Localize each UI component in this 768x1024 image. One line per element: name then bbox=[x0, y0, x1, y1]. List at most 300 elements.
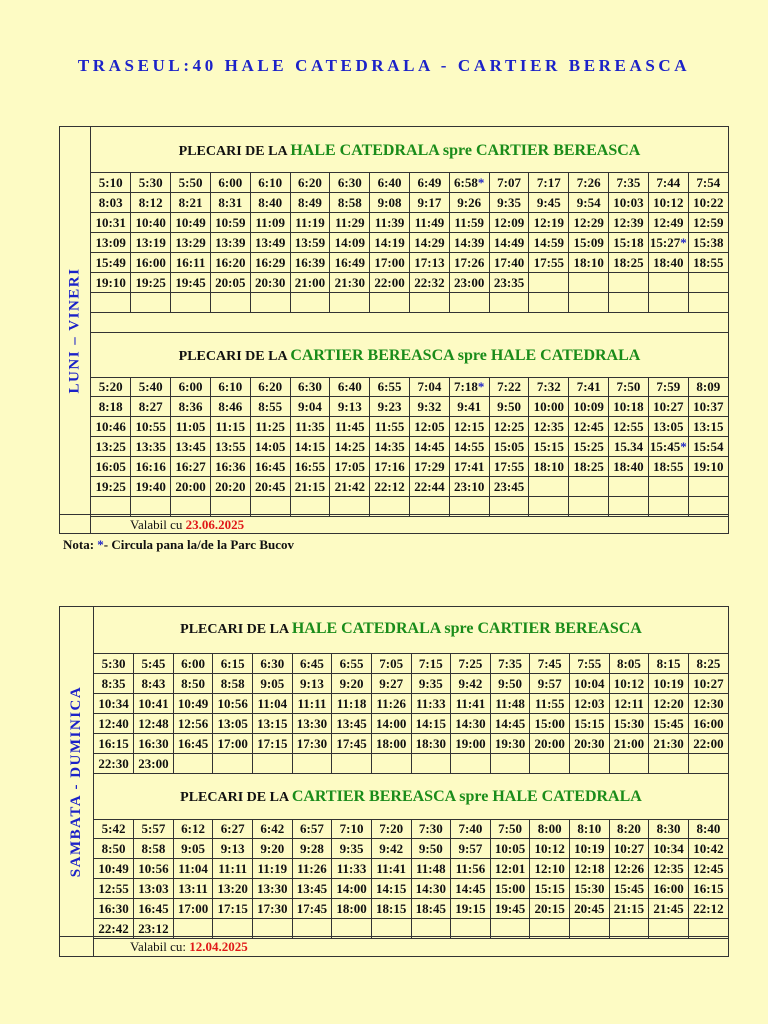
time-cell bbox=[213, 754, 253, 774]
time-cell: 13:05 bbox=[213, 714, 253, 734]
time-cell: 13:15 bbox=[253, 714, 293, 734]
time-cell: 9:20 bbox=[332, 674, 372, 694]
time-cell: 16:45 bbox=[134, 899, 174, 919]
time-cell: 19:10 bbox=[688, 457, 728, 477]
time-cell: 12:55 bbox=[609, 417, 649, 437]
time-cell: 8:30 bbox=[649, 819, 689, 839]
time-cell: 8:12 bbox=[131, 193, 171, 213]
time-cell: 9:26 bbox=[449, 193, 489, 213]
time-cell: 12:45 bbox=[688, 859, 728, 879]
time-cell: 16:39 bbox=[290, 253, 330, 273]
table-row bbox=[94, 819, 728, 839]
time-cell: 11:09 bbox=[250, 213, 290, 233]
time-cell: 14:09 bbox=[330, 233, 370, 253]
time-cell: 7:22 bbox=[489, 377, 529, 397]
time-cell: 21:45 bbox=[649, 899, 689, 919]
time-cell: 9:57 bbox=[530, 674, 570, 694]
time-cell: 12:25 bbox=[489, 417, 529, 437]
time-cell: 11:35 bbox=[290, 417, 330, 437]
time-cell: 11:26 bbox=[292, 859, 332, 879]
time-cell: 7:35 bbox=[490, 654, 530, 674]
time-cell: 11:55 bbox=[530, 694, 570, 714]
table-row bbox=[94, 754, 728, 774]
time-cell bbox=[91, 293, 131, 313]
time-cell: 10:34 bbox=[649, 839, 689, 859]
time-cell: 12:40 bbox=[94, 714, 134, 734]
time-cell: 12:55 bbox=[94, 879, 134, 899]
time-cell: 10:41 bbox=[134, 694, 174, 714]
time-cell: 8:49 bbox=[290, 193, 330, 213]
time-cell: 15:25 bbox=[569, 437, 609, 457]
time-cell: 17:15 bbox=[213, 899, 253, 919]
weekday-valid-row: Valabil cu 23.06.2025 bbox=[60, 514, 728, 535]
time-cell: 10:27 bbox=[688, 674, 728, 694]
time-cell: 6:00 bbox=[210, 173, 250, 193]
table-row bbox=[91, 477, 728, 497]
time-cell: 14:49 bbox=[489, 233, 529, 253]
time-cell: 8:27 bbox=[131, 397, 171, 417]
time-cell: 10:22 bbox=[688, 193, 728, 213]
weekend-outbound-table bbox=[94, 654, 728, 774]
time-cell: 20:45 bbox=[570, 899, 610, 919]
time-cell: 19:45 bbox=[171, 273, 211, 293]
time-cell: 11:11 bbox=[292, 694, 332, 714]
time-cell: 14:59 bbox=[529, 233, 569, 253]
time-cell: 17:41 bbox=[449, 457, 489, 477]
time-cell: 12:20 bbox=[649, 694, 689, 714]
time-cell: 23:00 bbox=[134, 754, 174, 774]
time-cell: 11:05 bbox=[171, 417, 211, 437]
time-cell: 14:55 bbox=[449, 437, 489, 457]
time-cell bbox=[609, 273, 649, 293]
time-cell: 10:55 bbox=[131, 417, 171, 437]
time-cell bbox=[490, 754, 530, 774]
time-cell: 6:40 bbox=[370, 173, 410, 193]
time-cell bbox=[648, 273, 688, 293]
time-cell: 7:17 bbox=[529, 173, 569, 193]
time-cell: 16:45 bbox=[250, 457, 290, 477]
time-cell: 11:04 bbox=[173, 859, 213, 879]
time-cell: 11:29 bbox=[330, 213, 370, 233]
time-cell: 7:30 bbox=[411, 819, 451, 839]
time-cell: 7:50 bbox=[609, 377, 649, 397]
time-cell: 14:19 bbox=[370, 233, 410, 253]
time-cell: 9:41 bbox=[449, 397, 489, 417]
time-cell bbox=[131, 293, 171, 313]
time-cell bbox=[371, 754, 411, 774]
route-title: TRASEUL:40 HALE CATEDRALA - CARTIER BEREASCA bbox=[77, 56, 691, 75]
time-cell: 12:59 bbox=[688, 213, 728, 233]
time-cell: 16:15 bbox=[688, 879, 728, 899]
time-cell: 9:50 bbox=[489, 397, 529, 417]
time-cell: 16:55 bbox=[290, 457, 330, 477]
time-cell bbox=[648, 293, 688, 313]
weekend-side-label bbox=[60, 607, 94, 956]
time-cell: 10:42 bbox=[688, 839, 728, 859]
time-cell: 10:18 bbox=[609, 397, 649, 417]
weekend-header-outbound: PLECARI DE LA HALE CATEDRALA spre CARTIER BEREASCA bbox=[94, 607, 728, 654]
time-cell: 7:05 bbox=[371, 654, 411, 674]
time-cell: 15:05 bbox=[489, 437, 529, 457]
weekday-outbound-table bbox=[91, 173, 728, 313]
weekday-label-text: LUNI – VINERI bbox=[66, 267, 83, 393]
time-cell: 11:18 bbox=[332, 694, 372, 714]
time-cell: 15:30 bbox=[609, 714, 649, 734]
time-cell: 8:00 bbox=[530, 819, 570, 839]
time-cell bbox=[292, 754, 332, 774]
time-cell: 21:30 bbox=[649, 734, 689, 754]
table-row bbox=[94, 714, 728, 734]
time-cell: 16:49 bbox=[330, 253, 370, 273]
time-cell: 8:50 bbox=[173, 674, 213, 694]
time-cell: 16:11 bbox=[171, 253, 211, 273]
time-cell: 10:40 bbox=[131, 213, 171, 233]
time-cell: 7:35 bbox=[609, 173, 649, 193]
time-cell: 17:45 bbox=[292, 899, 332, 919]
time-cell: 9:17 bbox=[410, 193, 450, 213]
time-cell: 14:30 bbox=[451, 714, 491, 734]
time-cell: 12:01 bbox=[490, 859, 530, 879]
table-row bbox=[91, 417, 728, 437]
time-cell: 13:11 bbox=[173, 879, 213, 899]
time-cell: 17:26 bbox=[449, 253, 489, 273]
time-cell: 19:25 bbox=[131, 273, 171, 293]
time-cell: 14:25 bbox=[330, 437, 370, 457]
time-cell: 11:45 bbox=[330, 417, 370, 437]
time-cell: 9:05 bbox=[253, 674, 293, 694]
time-cell: 8:40 bbox=[688, 819, 728, 839]
time-cell: 23:10 bbox=[449, 477, 489, 497]
time-cell: 7:15 bbox=[411, 654, 451, 674]
time-cell: 13:45 bbox=[332, 714, 372, 734]
time-cell: 6:30 bbox=[330, 173, 370, 193]
weekend-inbound-table bbox=[94, 819, 728, 939]
time-cell: 19:00 bbox=[451, 734, 491, 754]
time-cell bbox=[569, 273, 609, 293]
time-cell: 17:00 bbox=[173, 899, 213, 919]
time-cell: 15:45 bbox=[649, 714, 689, 734]
time-cell: 12:18 bbox=[570, 859, 610, 879]
time-cell: 8:31 bbox=[210, 193, 250, 213]
table-row bbox=[94, 734, 728, 754]
time-cell: 12:48 bbox=[134, 714, 174, 734]
time-cell: 16:15 bbox=[94, 734, 134, 754]
time-cell: 10:56 bbox=[213, 694, 253, 714]
time-cell: 21:15 bbox=[609, 899, 649, 919]
weekday-valid-date: 23.06.2025 bbox=[185, 517, 245, 532]
time-cell: 11:39 bbox=[370, 213, 410, 233]
time-cell: 9:32 bbox=[410, 397, 450, 417]
time-cell: 9:35 bbox=[489, 193, 529, 213]
time-cell: 7:07 bbox=[489, 173, 529, 193]
time-cell: 12:30 bbox=[688, 694, 728, 714]
time-cell: 12:03 bbox=[570, 694, 610, 714]
time-cell: 22:42 bbox=[94, 919, 134, 939]
time-cell: 11:55 bbox=[370, 417, 410, 437]
time-cell bbox=[250, 293, 290, 313]
time-cell: 8:50 bbox=[94, 839, 134, 859]
time-cell: 16:29 bbox=[250, 253, 290, 273]
time-cell: 15:38 bbox=[688, 233, 728, 253]
time-cell: 10:05 bbox=[490, 839, 530, 859]
time-cell: 6:10 bbox=[210, 377, 250, 397]
time-cell: 21:15 bbox=[290, 477, 330, 497]
time-cell: 6:12 bbox=[173, 819, 213, 839]
time-cell: 14:45 bbox=[490, 714, 530, 734]
time-cell: 10:03 bbox=[609, 193, 649, 213]
time-cell: 13:09 bbox=[91, 233, 131, 253]
time-cell: 14:30 bbox=[411, 879, 451, 899]
time-cell: 8:05 bbox=[609, 654, 649, 674]
time-cell: 18:30 bbox=[411, 734, 451, 754]
time-cell: 14:00 bbox=[332, 879, 372, 899]
time-cell: 10:12 bbox=[648, 193, 688, 213]
time-cell: 11:19 bbox=[290, 213, 330, 233]
time-cell: 12:09 bbox=[489, 213, 529, 233]
time-cell: 12:26 bbox=[609, 859, 649, 879]
weekday-inbound-table bbox=[91, 377, 728, 517]
time-cell: 12:11 bbox=[609, 694, 649, 714]
time-cell: 17:29 bbox=[410, 457, 450, 477]
time-cell: 11:33 bbox=[411, 694, 451, 714]
time-cell bbox=[411, 754, 451, 774]
time-cell: 7:04 bbox=[410, 377, 450, 397]
time-cell: 9:42 bbox=[371, 839, 411, 859]
time-cell: 11:48 bbox=[490, 694, 530, 714]
table-row bbox=[91, 377, 728, 397]
time-cell: 15:27* bbox=[648, 233, 688, 253]
note: Nota: *- Circula pana la/de la Parc Bucov bbox=[63, 537, 294, 552]
time-cell: 15.34 bbox=[609, 437, 649, 457]
time-cell: 15:00 bbox=[490, 879, 530, 899]
time-cell: 6:27 bbox=[213, 819, 253, 839]
time-cell bbox=[570, 754, 610, 774]
time-cell: 14:15 bbox=[290, 437, 330, 457]
time-cell bbox=[569, 477, 609, 497]
weekend-header-inbound: PLECARI DE LA CARTIER BEREASCA spre HALE CATEDRALA bbox=[94, 773, 728, 820]
time-cell: 18:10 bbox=[569, 253, 609, 273]
time-cell: 6:20 bbox=[290, 173, 330, 193]
time-cell: 6:40 bbox=[330, 377, 370, 397]
time-cell: 22:32 bbox=[410, 273, 450, 293]
time-cell: 13:05 bbox=[648, 417, 688, 437]
weekday-side-label bbox=[60, 127, 91, 533]
time-cell: 13:03 bbox=[134, 879, 174, 899]
time-cell: 10:09 bbox=[569, 397, 609, 417]
time-cell: 15:18 bbox=[609, 233, 649, 253]
time-cell bbox=[530, 754, 570, 774]
time-cell: 6:00 bbox=[173, 654, 213, 674]
time-cell: 18:55 bbox=[688, 253, 728, 273]
table-row bbox=[94, 654, 728, 674]
time-cell: 10:37 bbox=[688, 397, 728, 417]
time-cell: 22:30 bbox=[94, 754, 134, 774]
time-cell bbox=[253, 754, 293, 774]
time-cell bbox=[330, 293, 370, 313]
time-cell: 10:27 bbox=[609, 839, 649, 859]
time-cell: 20:30 bbox=[570, 734, 610, 754]
time-cell: 11:49 bbox=[410, 213, 450, 233]
time-cell: 8:15 bbox=[649, 654, 689, 674]
time-cell: 12:39 bbox=[609, 213, 649, 233]
time-cell bbox=[370, 293, 410, 313]
table-row bbox=[94, 859, 728, 879]
time-cell: 9:05 bbox=[173, 839, 213, 859]
time-cell: 18:10 bbox=[529, 457, 569, 477]
time-cell: 9:50 bbox=[411, 839, 451, 859]
time-cell: 20:00 bbox=[530, 734, 570, 754]
time-cell: 9:20 bbox=[253, 839, 293, 859]
time-cell: 19:15 bbox=[451, 899, 491, 919]
time-cell: 6:45 bbox=[292, 654, 332, 674]
table-row bbox=[91, 253, 728, 273]
time-cell: 19:45 bbox=[490, 899, 530, 919]
time-cell: 22:00 bbox=[688, 734, 728, 754]
time-cell: 18:40 bbox=[609, 457, 649, 477]
time-cell: 9:27 bbox=[371, 674, 411, 694]
time-cell: 18:25 bbox=[569, 457, 609, 477]
time-cell: 11:26 bbox=[371, 694, 411, 714]
time-cell: 6:20 bbox=[250, 377, 290, 397]
time-cell: 8:03 bbox=[91, 193, 131, 213]
time-cell: 6:15 bbox=[213, 654, 253, 674]
time-cell bbox=[171, 293, 211, 313]
time-cell bbox=[410, 293, 450, 313]
time-cell: 18:40 bbox=[648, 253, 688, 273]
time-cell: 15:49 bbox=[91, 253, 131, 273]
time-cell: 12:15 bbox=[449, 417, 489, 437]
time-cell: 15:45 bbox=[609, 879, 649, 899]
time-cell: 11:41 bbox=[451, 694, 491, 714]
table-row bbox=[91, 397, 728, 417]
time-cell: 7:10 bbox=[332, 819, 372, 839]
time-cell: 17:05 bbox=[330, 457, 370, 477]
time-cell: 19:40 bbox=[131, 477, 171, 497]
time-cell: 8:43 bbox=[134, 674, 174, 694]
time-cell: 12:45 bbox=[569, 417, 609, 437]
time-cell: 7:50 bbox=[490, 819, 530, 839]
time-cell: 8:18 bbox=[91, 397, 131, 417]
time-cell: 15:15 bbox=[570, 714, 610, 734]
time-cell: 13:45 bbox=[171, 437, 211, 457]
weekday-header-inbound: PLECARI DE LA CARTIER BEREASCA spre HALE CATEDRALA bbox=[91, 332, 728, 378]
time-cell: 6:00 bbox=[171, 377, 211, 397]
time-cell bbox=[489, 293, 529, 313]
time-cell: 16:45 bbox=[173, 734, 213, 754]
time-cell bbox=[449, 293, 489, 313]
time-cell: 9:42 bbox=[451, 674, 491, 694]
time-cell: 15:15 bbox=[529, 437, 569, 457]
time-cell: 7:25 bbox=[451, 654, 491, 674]
time-cell: 22:00 bbox=[370, 273, 410, 293]
time-cell bbox=[569, 293, 609, 313]
time-cell: 13:15 bbox=[688, 417, 728, 437]
time-cell: 9:54 bbox=[569, 193, 609, 213]
time-cell: 20:30 bbox=[250, 273, 290, 293]
time-cell bbox=[609, 293, 649, 313]
time-cell: 21:00 bbox=[290, 273, 330, 293]
time-cell: 16:27 bbox=[171, 457, 211, 477]
time-cell: 8:58 bbox=[134, 839, 174, 859]
time-cell: 13:25 bbox=[91, 437, 131, 457]
time-cell bbox=[529, 293, 569, 313]
table-row bbox=[94, 674, 728, 694]
time-cell: 13:55 bbox=[210, 437, 250, 457]
time-cell: 17:16 bbox=[370, 457, 410, 477]
table-row bbox=[91, 213, 728, 233]
time-cell: 19:30 bbox=[490, 734, 530, 754]
time-cell: 17:40 bbox=[489, 253, 529, 273]
time-cell: 13:45 bbox=[292, 879, 332, 899]
time-cell: 14:05 bbox=[250, 437, 290, 457]
time-cell: 12:49 bbox=[648, 213, 688, 233]
time-cell: 7:18* bbox=[449, 377, 489, 397]
time-cell bbox=[451, 754, 491, 774]
time-cell: 22:44 bbox=[410, 477, 450, 497]
table-row bbox=[94, 839, 728, 859]
time-cell: 23:00 bbox=[449, 273, 489, 293]
time-cell: 10:46 bbox=[91, 417, 131, 437]
time-cell: 17:30 bbox=[253, 899, 293, 919]
time-cell: 6:49 bbox=[410, 173, 450, 193]
time-cell bbox=[688, 477, 728, 497]
weekend-valid-row: Valabil cu: 12.04.2025 bbox=[60, 936, 728, 957]
time-cell: 11:48 bbox=[411, 859, 451, 879]
time-cell: 20:05 bbox=[210, 273, 250, 293]
time-cell: 10:59 bbox=[210, 213, 250, 233]
time-cell: 14:00 bbox=[371, 714, 411, 734]
time-cell: 11:11 bbox=[213, 859, 253, 879]
time-cell: 20:00 bbox=[171, 477, 211, 497]
time-cell: 5:50 bbox=[171, 173, 211, 193]
time-cell: 13:19 bbox=[131, 233, 171, 253]
time-cell: 15:30 bbox=[570, 879, 610, 899]
time-cell: 17:00 bbox=[213, 734, 253, 754]
time-cell: 6:55 bbox=[332, 654, 372, 674]
table-row bbox=[91, 193, 728, 213]
time-cell: 22:12 bbox=[688, 899, 728, 919]
table-row bbox=[91, 293, 728, 313]
time-cell: 7:20 bbox=[371, 819, 411, 839]
time-cell: 11:33 bbox=[332, 859, 372, 879]
time-cell: 10:00 bbox=[529, 397, 569, 417]
time-cell: 18:15 bbox=[371, 899, 411, 919]
time-cell: 9:35 bbox=[411, 674, 451, 694]
table-row bbox=[94, 899, 728, 919]
time-cell: 12:35 bbox=[649, 859, 689, 879]
time-cell: 6:42 bbox=[253, 819, 293, 839]
time-cell: 10:49 bbox=[94, 859, 134, 879]
time-cell: 10:56 bbox=[134, 859, 174, 879]
time-cell: 16:36 bbox=[210, 457, 250, 477]
time-cell: 17:55 bbox=[489, 457, 529, 477]
time-cell: 5:57 bbox=[134, 819, 174, 839]
time-cell: 11:25 bbox=[250, 417, 290, 437]
weekend-label-text: SAMBATA - DUMINICA bbox=[68, 685, 85, 878]
time-cell: 17:55 bbox=[529, 253, 569, 273]
time-cell: 10:19 bbox=[570, 839, 610, 859]
time-cell: 17:00 bbox=[370, 253, 410, 273]
time-cell: 9:57 bbox=[451, 839, 491, 859]
time-cell: 12:19 bbox=[529, 213, 569, 233]
time-cell: 8:46 bbox=[210, 397, 250, 417]
time-cell: 19:10 bbox=[91, 273, 131, 293]
time-cell bbox=[609, 754, 649, 774]
weekend-valid-date: 12.04.2025 bbox=[189, 939, 248, 954]
time-cell: 9:23 bbox=[370, 397, 410, 417]
time-cell: 6:30 bbox=[290, 377, 330, 397]
time-cell: 7:26 bbox=[569, 173, 609, 193]
